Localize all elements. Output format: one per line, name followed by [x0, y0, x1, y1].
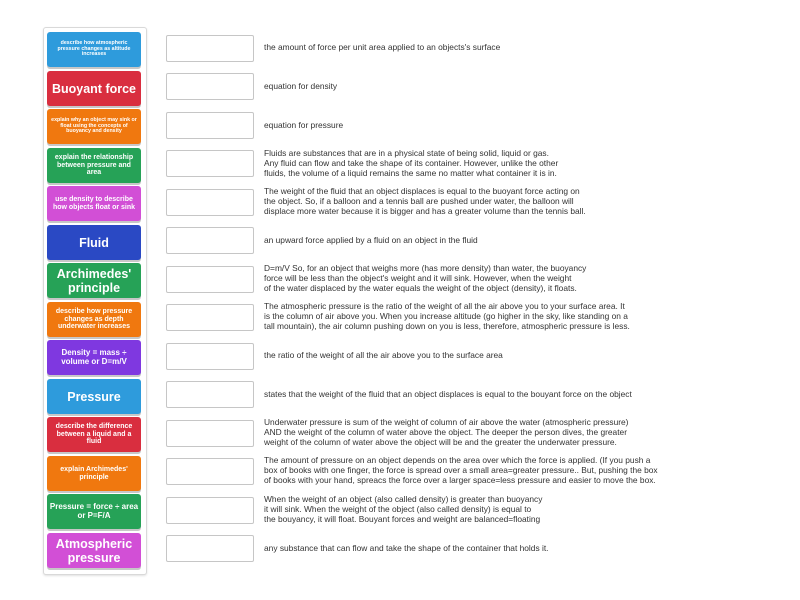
tile-liquid-vs-fluid[interactable]	[47, 417, 141, 452]
definition-9: the ratio of the weight of all the air above you to the surface area	[264, 350, 503, 360]
tile-atmospheric-altitude[interactable]	[47, 32, 141, 67]
tile-label: Buoyant force	[51, 81, 137, 96]
tile-sink-or-float[interactable]	[47, 109, 141, 144]
tile-fluid[interactable]	[47, 225, 141, 260]
tile-label: Archimedes' principle	[56, 266, 132, 295]
definition-4: Fluids are substances that are in a physical state of being solid, liquid or gas. Any fluid can flow and take the shape of its container. However, unlike the other fluids, the volume of a liquid remains the same no matter what container it is in.	[264, 148, 559, 178]
definition-10: states that the weight of the fluid that an object displaces is equal to the bouyant force on the object	[264, 389, 632, 399]
drop-box-6[interactable]	[166, 227, 254, 254]
tile-panel	[43, 27, 147, 575]
definition-6: an upward force applied by a fluid on an object in the fluid	[264, 235, 478, 245]
tile-label: Atmospheric pressure	[55, 536, 133, 565]
drop-box-2[interactable]	[166, 73, 254, 100]
tile-density-float[interactable]	[47, 186, 141, 221]
tile-buoyant-force[interactable]	[47, 71, 141, 106]
tile-explain-archimedes[interactable]	[47, 456, 141, 491]
tile-label: explain Archimedes' principle	[60, 465, 128, 481]
tile-density-equation[interactable]	[47, 340, 141, 375]
tile-label: use density to describe how objects float or sink	[52, 195, 136, 211]
definition-1: the amount of force per unit area applied to an objects's surface	[264, 42, 501, 52]
tile-label: explain why an object may sink or float using the concepts of buoyancy and density	[51, 116, 137, 135]
definition-8: The atmospheric pressure is the ratio of the weight of all the air above you to your surface area. It is the column of air above you. When you increase altitude (go higher in the sky, like standing on a tall mountain), the air column pushing down on you is less, therefore, atmospheric pressure is less.	[264, 301, 630, 331]
tile-archimedes-principle[interactable]	[47, 263, 141, 298]
definition-13: When the weight of an object (also called density) is greater than buoyancy it will sink. When the weight of the object (also called density) is equal to the bouyancy, it will float. Bouyant forces and weight are balanced=floating	[264, 494, 543, 524]
tile-label: explain the relationship between pressure and area	[54, 153, 134, 177]
tile-label: Pressure	[67, 389, 121, 404]
definition-11: Underwater pressure is sum of the weight of column of air above the water (atmospheric pressure) AND the weight of the column of water above the object. The deeper the person dives, the greater weight of the column of water above the object will be and the greater the underwater pressure.	[264, 417, 629, 447]
definition-7: D=m/V So, for an object that weighs more (has more density) than water, the buoyancy force will be less than the object's weight and it will sink. However, when the weight of the water displaced by the water equals the weight of the object (density), it floats.	[264, 263, 587, 293]
tile-label: Density = mass ÷ volume or D=m/V	[61, 347, 127, 366]
drop-box-12[interactable]	[166, 458, 254, 485]
tile-atmospheric-pressure[interactable]	[47, 533, 141, 568]
definition-12: The amount of pressure on an object depends on the area over which the force is applied. (If you push a box of books with one finger, the force is spread over a small area=greater pressure.. But, pushing the box of books with your hand, spreacs the force over a larger space=less pressure and easier to move the box.	[264, 455, 658, 485]
tile-pressure[interactable]	[47, 379, 141, 414]
drop-box-7[interactable]	[166, 266, 254, 293]
drop-box-10[interactable]	[166, 381, 254, 408]
drop-box-4[interactable]	[166, 150, 254, 177]
tile-label: Pressure = force ÷ area or P=F/A	[49, 501, 139, 520]
drop-box-13[interactable]	[166, 497, 254, 524]
definition-14: any substance that can flow and take the shape of the container that holds it.	[264, 543, 549, 553]
tile-pressure-area[interactable]	[47, 148, 141, 183]
drop-box-3[interactable]	[166, 112, 254, 139]
drop-box-9[interactable]	[166, 343, 254, 370]
definition-2: equation for density	[264, 81, 338, 91]
tile-pressure-depth[interactable]	[47, 302, 141, 337]
drop-box-1[interactable]	[166, 35, 254, 62]
tile-label: describe how pressure changes as depth underwater increases	[55, 307, 133, 331]
drop-box-11[interactable]	[166, 420, 254, 447]
definition-3: equation for pressure	[264, 120, 344, 130]
drop-box-14[interactable]	[166, 535, 254, 562]
tile-label: describe how atmospheric pressure changes as altitude increases	[57, 39, 131, 58]
definition-5: The weight of the fluid that an object displaces is equal to the buoyant force acting on the object. So, if a balloon and a tennis ball are pushed under water, the balloon will displace more water because it is bigger and has a greater volume than the tennis ball.	[264, 186, 586, 216]
tile-label: Fluid	[79, 235, 109, 250]
tile-pressure-equation[interactable]	[47, 494, 141, 529]
drop-box-8[interactable]	[166, 304, 254, 331]
drop-box-5[interactable]	[166, 189, 254, 216]
tile-label: describe the difference between a liquid and a fluid	[55, 422, 133, 446]
